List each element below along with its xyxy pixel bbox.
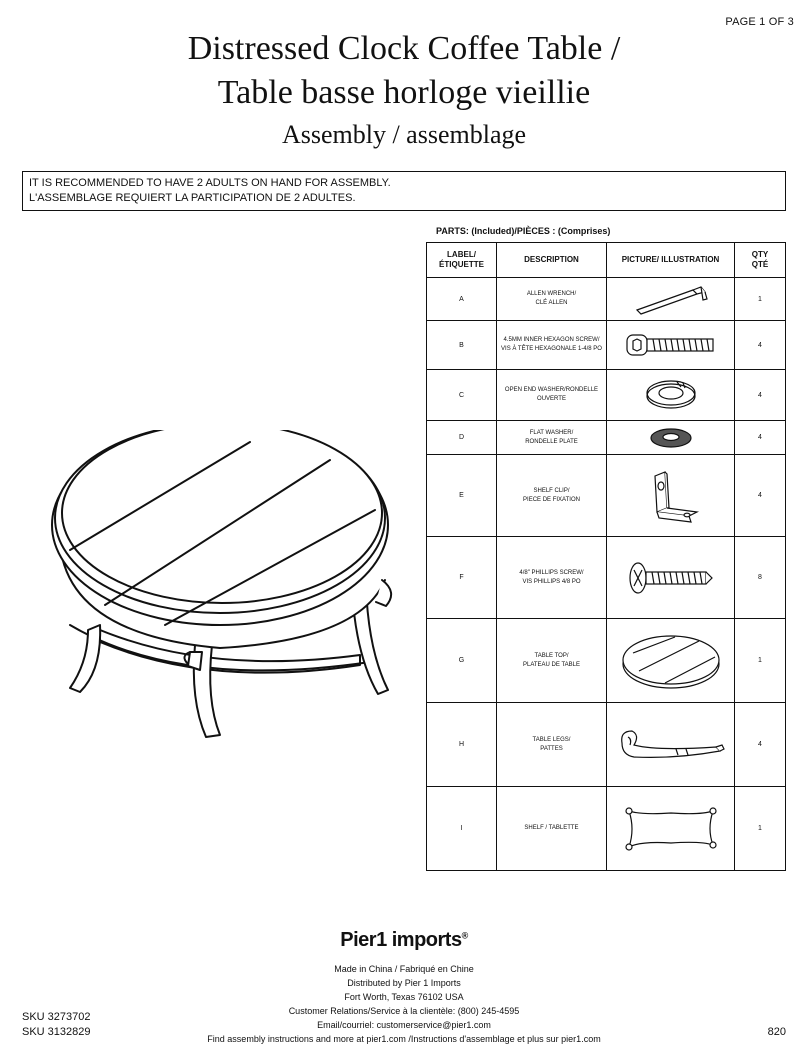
title-english: Distressed Clock Coffee Table / — [187, 30, 621, 67]
part-label: A — [427, 278, 497, 321]
part-qty: 1 — [735, 787, 786, 871]
document-code: 820 — [767, 1026, 786, 1038]
part-qty: 4 — [735, 321, 786, 370]
table-row — [427, 455, 786, 537]
header-label: LABEL/ ÉTIQUETTE — [427, 243, 497, 278]
part-label: D — [427, 421, 497, 455]
part-picture — [607, 703, 735, 787]
part-label: E — [427, 455, 497, 537]
table-row — [427, 278, 786, 321]
part-picture — [607, 370, 735, 421]
part-description: 4/8" PHILLIPS SCREW/ VIS PHILLIPS 4/8 PO — [497, 537, 607, 619]
coffee-table-illustration — [30, 430, 410, 830]
part-description: SHELF CLIP/ PIECE DE FIXATION — [497, 455, 607, 537]
part-description: SHELF / TABLETTE — [497, 787, 607, 871]
header-picture: PICTURE/ ILLUSTRATION — [607, 243, 735, 278]
footer-website: Find assembly instructions and more at pier1.com /Instructions d'assemblage et plus sur pier1.com — [207, 1034, 601, 1044]
phillips-screw-icon — [626, 558, 716, 598]
subtitle: Assembly / assemblage — [281, 120, 527, 149]
part-label: B — [427, 321, 497, 370]
allen-wrench-icon — [631, 282, 711, 316]
shelf-icon — [619, 801, 723, 857]
table-leg-icon — [616, 725, 726, 765]
footer-customer-service: Customer Relations/Service à la clientèle: (800) 245-4595 — [288, 1006, 520, 1016]
table-row — [427, 537, 786, 619]
part-picture — [607, 421, 735, 455]
notice-line-english: IT IS RECOMMENDED TO HAVE 2 ADULTS ON HAND FOR ASSEMBLY. — [29, 177, 391, 189]
part-label: C — [427, 370, 497, 421]
part-description: TABLE LEGS/ PATTES — [497, 703, 607, 787]
shelf-clip-icon — [641, 466, 701, 526]
footer-address: Fort Worth, Texas 76102 USA — [344, 992, 464, 1002]
table-row — [427, 703, 786, 787]
assembly-notice — [22, 171, 786, 211]
part-picture — [607, 321, 735, 370]
parts-table — [426, 242, 786, 871]
part-qty: 8 — [735, 537, 786, 619]
part-label: H — [427, 703, 497, 787]
parts-table-header — [427, 243, 786, 278]
part-description: ALLEN WRENCH/ CLÉ ALLEN — [497, 278, 607, 321]
part-qty: 1 — [735, 278, 786, 321]
part-qty: 4 — [735, 421, 786, 455]
part-qty: 4 — [735, 455, 786, 537]
title-french: Table basse horloge vieillie — [217, 74, 591, 111]
brand-logo: Pier1 imports® — [340, 929, 468, 951]
notice-line-french: L'ASSEMBLAGE REQUIERT LA PARTICIPATION DE 2 ADULTES. — [29, 192, 356, 204]
hex-screw-icon — [623, 330, 719, 360]
part-qty: 4 — [735, 370, 786, 421]
part-picture — [607, 455, 735, 537]
table-row — [427, 787, 786, 871]
part-qty: 4 — [735, 703, 786, 787]
footer-made-in: Made in China / Fabriqué en Chine — [334, 964, 474, 974]
part-description: FLAT WASHER/ RONDELLE PLATE — [497, 421, 607, 455]
part-picture — [607, 537, 735, 619]
part-description: TABLE TOP/ PLATEAU DE TABLE — [497, 619, 607, 703]
part-picture — [607, 787, 735, 871]
part-label: F — [427, 537, 497, 619]
footer-email: Email/courriel: customerservice@pier1.com — [317, 1020, 491, 1030]
sku-secondary: SKU 3132829 — [22, 1026, 91, 1038]
part-description: OPEN END WASHER/RONDELLE OUVERTE — [497, 370, 607, 421]
part-picture — [607, 278, 735, 321]
part-qty: 1 — [735, 619, 786, 703]
sku-primary: SKU 3273702 — [22, 1011, 91, 1023]
part-label: I — [427, 787, 497, 871]
header-description: DESCRIPTION — [497, 243, 607, 278]
table-row — [427, 370, 786, 421]
table-row — [427, 321, 786, 370]
part-label: G — [427, 619, 497, 703]
parts-heading: PARTS: (Included)/PIÈCES : (Comprises) — [436, 226, 611, 236]
part-picture — [607, 619, 735, 703]
part-description: 4.5MM INNER HEXAGON SCREW/ VIS À TÊTE HEXAGONALE 1-4/8 PO — [497, 321, 607, 370]
flat-washer-icon — [646, 426, 696, 450]
footer-distributed: Distributed by Pier 1 Imports — [347, 978, 461, 988]
table-row — [427, 421, 786, 455]
header-qty: QTY QTÉ — [735, 243, 786, 278]
table-row — [427, 619, 786, 703]
page-number: PAGE 1 OF 3 — [725, 16, 794, 28]
table-top-icon — [619, 631, 723, 691]
open-washer-icon — [641, 378, 701, 412]
